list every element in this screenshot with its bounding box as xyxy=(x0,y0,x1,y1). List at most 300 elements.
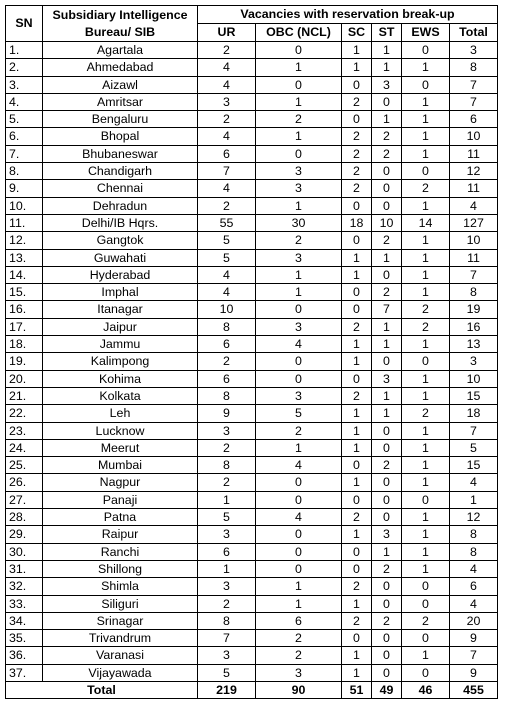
vacancy-table xyxy=(5,5,498,699)
st-cell: 0 xyxy=(372,163,402,180)
ews-cell: 1 xyxy=(402,526,450,543)
obc-cell: 2 xyxy=(256,232,342,249)
ews-cell: 1 xyxy=(402,145,450,162)
sc-cell: 0 xyxy=(342,630,372,647)
obc-cell: 4 xyxy=(256,457,342,474)
total-cell: 7 xyxy=(450,93,498,110)
sc-cell: 18 xyxy=(342,214,372,231)
bureau-cell: Itanagar xyxy=(43,301,198,318)
ur-cell: 2 xyxy=(198,42,256,59)
st-cell: 3 xyxy=(372,526,402,543)
obc-cell: 3 xyxy=(256,664,342,681)
total-cell: 4 xyxy=(450,474,498,491)
st-cell: 1 xyxy=(372,543,402,560)
st-cell: 0 xyxy=(372,180,402,197)
sn-cell: 1. xyxy=(6,42,43,59)
table-row xyxy=(6,578,498,595)
vacancy-table-container xyxy=(5,5,498,699)
ur-cell: 2 xyxy=(198,595,256,612)
table-row xyxy=(6,491,498,508)
bureau-cell: Trivandrum xyxy=(43,630,198,647)
st-cell: 1 xyxy=(372,59,402,76)
st-cell: 1 xyxy=(372,111,402,128)
obc-cell: 0 xyxy=(256,370,342,387)
st-cell: 1 xyxy=(372,336,402,353)
ur-cell: 5 xyxy=(198,249,256,266)
table-row xyxy=(6,111,498,128)
table-row xyxy=(6,509,498,526)
obc-cell: 1 xyxy=(256,439,342,456)
sn-cell: 25. xyxy=(6,457,43,474)
total-cell: 8 xyxy=(450,543,498,560)
sn-cell: 29. xyxy=(6,526,43,543)
bureau-cell: Bhopal xyxy=(43,128,198,145)
table-row xyxy=(6,647,498,664)
sn-cell: 27. xyxy=(6,491,43,508)
ews-cell: 2 xyxy=(402,180,450,197)
obc-cell: 2 xyxy=(256,111,342,128)
ur-cell: 1 xyxy=(198,491,256,508)
obc-cell: 6 xyxy=(256,612,342,629)
table-row xyxy=(6,422,498,439)
total-ur-cell: 219 xyxy=(198,681,256,698)
total-cell: 7 xyxy=(450,266,498,283)
st-cell: 0 xyxy=(372,491,402,508)
ur-cell: 5 xyxy=(198,509,256,526)
ur-cell: 7 xyxy=(198,163,256,180)
ews-cell: 14 xyxy=(402,214,450,231)
bureau-cell: Jammu xyxy=(43,336,198,353)
sn-cell: 17. xyxy=(6,318,43,335)
sc-cell: 0 xyxy=(342,370,372,387)
table-row xyxy=(6,405,498,422)
sc-cell: 1 xyxy=(342,353,372,370)
sc-cell: 1 xyxy=(342,664,372,681)
ur-cell: 2 xyxy=(198,439,256,456)
bureau-cell: Imphal xyxy=(43,284,198,301)
table-row xyxy=(6,370,498,387)
sn-cell: 12. xyxy=(6,232,43,249)
obc-cell: 4 xyxy=(256,509,342,526)
bureau-cell: Bhubaneswar xyxy=(43,145,198,162)
ur-cell: 8 xyxy=(198,612,256,629)
table-row xyxy=(6,560,498,577)
st-cell: 0 xyxy=(372,664,402,681)
total-cell: 4 xyxy=(450,560,498,577)
sc-cell: 2 xyxy=(342,128,372,145)
st-cell: 2 xyxy=(372,128,402,145)
st-cell: 0 xyxy=(372,93,402,110)
ur-cell: 5 xyxy=(198,664,256,681)
table-row xyxy=(6,353,498,370)
total-cell: 10 xyxy=(450,128,498,145)
ews-cell: 1 xyxy=(402,232,450,249)
total-cell: 8 xyxy=(450,284,498,301)
total-cell: 10 xyxy=(450,370,498,387)
ews-cell: 1 xyxy=(402,439,450,456)
total-ews-cell: 46 xyxy=(402,681,450,698)
ur-cell: 4 xyxy=(198,59,256,76)
ews-cell: 0 xyxy=(402,630,450,647)
table-row xyxy=(6,543,498,560)
sn-cell: 5. xyxy=(6,111,43,128)
bureau-cell: Mumbai xyxy=(43,457,198,474)
bureau-cell: Aizawl xyxy=(43,76,198,93)
sc-cell: 2 xyxy=(342,163,372,180)
sn-cell: 21. xyxy=(6,387,43,404)
sc-cell: 1 xyxy=(342,439,372,456)
total-cell: 7 xyxy=(450,76,498,93)
total-cell: 1 xyxy=(450,491,498,508)
column-header-total: Total xyxy=(450,24,498,42)
total-cell: 19 xyxy=(450,301,498,318)
total-row xyxy=(6,681,498,698)
ur-cell: 2 xyxy=(198,474,256,491)
obc-cell: 3 xyxy=(256,163,342,180)
bureau-cell: Chennai xyxy=(43,180,198,197)
table-row xyxy=(6,93,498,110)
obc-cell: 2 xyxy=(256,630,342,647)
bureau-cell: Chandigarh xyxy=(43,163,198,180)
ur-cell: 5 xyxy=(198,232,256,249)
st-cell: 2 xyxy=(372,560,402,577)
bureau-cell: Leh xyxy=(43,405,198,422)
sn-cell: 18. xyxy=(6,336,43,353)
ur-cell: 2 xyxy=(198,197,256,214)
ews-cell: 1 xyxy=(402,249,450,266)
total-sc-cell: 51 xyxy=(342,681,372,698)
st-cell: 0 xyxy=(372,578,402,595)
sn-cell: 4. xyxy=(6,93,43,110)
ur-cell: 6 xyxy=(198,145,256,162)
ur-cell: 6 xyxy=(198,336,256,353)
total-cell: 12 xyxy=(450,163,498,180)
bureau-cell: Meerut xyxy=(43,439,198,456)
st-cell: 1 xyxy=(372,387,402,404)
obc-cell: 0 xyxy=(256,474,342,491)
total-cell: 3 xyxy=(450,353,498,370)
column-header-ews: EWS xyxy=(402,24,450,42)
total-cell: 16 xyxy=(450,318,498,335)
column-header-ur: UR xyxy=(198,24,256,42)
ews-cell: 1 xyxy=(402,474,450,491)
st-cell: 1 xyxy=(372,42,402,59)
bureau-cell: Hyderabad xyxy=(43,266,198,283)
st-cell: 7 xyxy=(372,301,402,318)
sn-cell: 9. xyxy=(6,180,43,197)
total-cell: 8 xyxy=(450,526,498,543)
sn-cell: 23. xyxy=(6,422,43,439)
total-cell: 11 xyxy=(450,145,498,162)
obc-cell: 1 xyxy=(256,59,342,76)
ur-cell: 4 xyxy=(198,180,256,197)
sn-cell: 32. xyxy=(6,578,43,595)
ews-cell: 1 xyxy=(402,284,450,301)
obc-cell: 0 xyxy=(256,76,342,93)
ur-cell: 2 xyxy=(198,111,256,128)
table-row xyxy=(6,318,498,335)
ews-cell: 1 xyxy=(402,111,450,128)
total-cell: 10 xyxy=(450,232,498,249)
st-cell: 0 xyxy=(372,266,402,283)
sn-cell: 35. xyxy=(6,630,43,647)
st-cell: 10 xyxy=(372,214,402,231)
ews-cell: 0 xyxy=(402,42,450,59)
bureau-header-line2: Bureau/ SIB xyxy=(84,24,156,39)
ur-cell: 4 xyxy=(198,128,256,145)
table-body xyxy=(6,42,498,699)
bureau-cell: Lucknow xyxy=(43,422,198,439)
total-cell: 15 xyxy=(450,387,498,404)
column-header-sc: SC xyxy=(342,24,372,42)
table-row xyxy=(6,180,498,197)
bureau-cell: Vijayawada xyxy=(43,664,198,681)
sc-cell: 1 xyxy=(342,266,372,283)
sc-cell: 0 xyxy=(342,111,372,128)
obc-cell: 4 xyxy=(256,336,342,353)
st-cell: 2 xyxy=(372,612,402,629)
obc-cell: 0 xyxy=(256,42,342,59)
ews-cell: 2 xyxy=(402,301,450,318)
total-cell: 11 xyxy=(450,249,498,266)
st-cell: 2 xyxy=(372,145,402,162)
ur-cell: 3 xyxy=(198,93,256,110)
ews-cell: 1 xyxy=(402,387,450,404)
sn-cell: 36. xyxy=(6,647,43,664)
ur-cell: 6 xyxy=(198,543,256,560)
table-row xyxy=(6,474,498,491)
sn-cell: 28. xyxy=(6,509,43,526)
table-row xyxy=(6,457,498,474)
obc-cell: 1 xyxy=(256,595,342,612)
bureau-cell: Patna xyxy=(43,509,198,526)
sc-cell: 0 xyxy=(342,491,372,508)
ews-cell: 0 xyxy=(402,578,450,595)
ur-cell: 8 xyxy=(198,318,256,335)
ur-cell: 55 xyxy=(198,214,256,231)
bureau-cell: Dehradun xyxy=(43,197,198,214)
bureau-cell: Kolkata xyxy=(43,387,198,404)
sc-cell: 0 xyxy=(342,197,372,214)
ur-cell: 10 xyxy=(198,301,256,318)
total-cell: 15 xyxy=(450,457,498,474)
sc-cell: 0 xyxy=(342,301,372,318)
ews-cell: 1 xyxy=(402,509,450,526)
sc-cell: 1 xyxy=(342,42,372,59)
total-obc-cell: 90 xyxy=(256,681,342,698)
ews-cell: 1 xyxy=(402,59,450,76)
total-label: Total xyxy=(6,681,198,698)
obc-cell: 0 xyxy=(256,491,342,508)
sn-cell: 26. xyxy=(6,474,43,491)
sc-cell: 1 xyxy=(342,336,372,353)
ews-cell: 1 xyxy=(402,560,450,577)
bureau-header-line1: Subsidiary Intelligence xyxy=(52,7,188,22)
table-row xyxy=(6,612,498,629)
ur-cell: 4 xyxy=(198,76,256,93)
total-cell: 13 xyxy=(450,336,498,353)
sn-cell: 2. xyxy=(6,59,43,76)
ews-cell: 0 xyxy=(402,353,450,370)
bureau-cell: Amritsar xyxy=(43,93,198,110)
obc-cell: 1 xyxy=(256,128,342,145)
obc-cell: 0 xyxy=(256,560,342,577)
ur-cell: 4 xyxy=(198,266,256,283)
st-cell: 0 xyxy=(372,595,402,612)
ews-cell: 0 xyxy=(402,664,450,681)
header-row-top xyxy=(6,6,498,24)
table-row xyxy=(6,266,498,283)
table-row xyxy=(6,387,498,404)
sn-cell: 7. xyxy=(6,145,43,162)
obc-cell: 5 xyxy=(256,405,342,422)
obc-cell: 30 xyxy=(256,214,342,231)
total-cell: 11 xyxy=(450,180,498,197)
sc-cell: 2 xyxy=(342,578,372,595)
table-row xyxy=(6,128,498,145)
sn-cell: 33. xyxy=(6,595,43,612)
st-cell: 1 xyxy=(372,405,402,422)
sn-cell: 19. xyxy=(6,353,43,370)
bureau-cell: Srinagar xyxy=(43,612,198,629)
table-row xyxy=(6,249,498,266)
ur-cell: 1 xyxy=(198,560,256,577)
ews-cell: 1 xyxy=(402,543,450,560)
ews-cell: 1 xyxy=(402,93,450,110)
table-row xyxy=(6,214,498,231)
sn-cell: 8. xyxy=(6,163,43,180)
sc-cell: 2 xyxy=(342,612,372,629)
total-cell: 9 xyxy=(450,664,498,681)
ews-cell: 1 xyxy=(402,422,450,439)
sc-cell: 1 xyxy=(342,405,372,422)
sc-cell: 2 xyxy=(342,387,372,404)
ur-cell: 8 xyxy=(198,457,256,474)
sc-cell: 1 xyxy=(342,526,372,543)
sc-cell: 0 xyxy=(342,232,372,249)
st-cell: 0 xyxy=(372,474,402,491)
ur-cell: 6 xyxy=(198,370,256,387)
ur-cell: 7 xyxy=(198,630,256,647)
sc-cell: 0 xyxy=(342,560,372,577)
bureau-cell: Varanasi xyxy=(43,647,198,664)
table-row xyxy=(6,595,498,612)
sn-cell: 6. xyxy=(6,128,43,145)
total-st-cell: 49 xyxy=(372,681,402,698)
total-cell: 18 xyxy=(450,405,498,422)
sn-cell: 22. xyxy=(6,405,43,422)
st-cell: 1 xyxy=(372,318,402,335)
bureau-cell: Kalimpong xyxy=(43,353,198,370)
st-cell: 2 xyxy=(372,457,402,474)
obc-cell: 1 xyxy=(256,197,342,214)
ews-cell: 0 xyxy=(402,163,450,180)
table-row xyxy=(6,301,498,318)
ews-cell: 1 xyxy=(402,197,450,214)
sc-cell: 1 xyxy=(342,595,372,612)
sc-cell: 2 xyxy=(342,180,372,197)
st-cell: 3 xyxy=(372,76,402,93)
table-row xyxy=(6,59,498,76)
ews-cell: 1 xyxy=(402,647,450,664)
st-cell: 2 xyxy=(372,232,402,249)
ews-cell: 0 xyxy=(402,76,450,93)
sc-cell: 0 xyxy=(342,76,372,93)
total-cell: 7 xyxy=(450,422,498,439)
sn-cell: 3. xyxy=(6,76,43,93)
column-header-obc: OBC (NCL) xyxy=(256,24,342,42)
st-cell: 3 xyxy=(372,370,402,387)
bureau-cell: Kohima xyxy=(43,370,198,387)
ews-cell: 2 xyxy=(402,318,450,335)
obc-cell: 1 xyxy=(256,578,342,595)
table-row xyxy=(6,439,498,456)
total-cell: 9 xyxy=(450,630,498,647)
sn-cell: 16. xyxy=(6,301,43,318)
sn-cell: 15. xyxy=(6,284,43,301)
bureau-cell: Siliguri xyxy=(43,595,198,612)
total-total-cell: 455 xyxy=(450,681,498,698)
table-row xyxy=(6,630,498,647)
sn-cell: 13. xyxy=(6,249,43,266)
sc-cell: 1 xyxy=(342,647,372,664)
st-cell: 0 xyxy=(372,422,402,439)
ews-cell: 1 xyxy=(402,266,450,283)
st-cell: 0 xyxy=(372,647,402,664)
sc-cell: 1 xyxy=(342,474,372,491)
obc-cell: 3 xyxy=(256,180,342,197)
ur-cell: 3 xyxy=(198,526,256,543)
sn-cell: 37. xyxy=(6,664,43,681)
ews-cell: 0 xyxy=(402,491,450,508)
total-cell: 20 xyxy=(450,612,498,629)
sc-cell: 1 xyxy=(342,59,372,76)
obc-cell: 0 xyxy=(256,145,342,162)
ur-cell: 3 xyxy=(198,578,256,595)
sn-cell: 20. xyxy=(6,370,43,387)
table-row xyxy=(6,336,498,353)
sc-cell: 2 xyxy=(342,145,372,162)
ews-cell: 1 xyxy=(402,370,450,387)
ur-cell: 3 xyxy=(198,647,256,664)
ur-cell: 4 xyxy=(198,284,256,301)
sc-cell: 2 xyxy=(342,93,372,110)
sc-cell: 0 xyxy=(342,284,372,301)
sn-header: SN xyxy=(6,6,43,42)
ews-cell: 1 xyxy=(402,128,450,145)
st-cell: 0 xyxy=(372,630,402,647)
total-cell: 3 xyxy=(450,42,498,59)
obc-cell: 2 xyxy=(256,647,342,664)
sn-cell: 30. xyxy=(6,543,43,560)
table-row xyxy=(6,232,498,249)
bureau-cell: Jaipur xyxy=(43,318,198,335)
bureau-cell: Guwahati xyxy=(43,249,198,266)
bureau-cell: Ahmedabad xyxy=(43,59,198,76)
obc-cell: 0 xyxy=(256,353,342,370)
ur-cell: 3 xyxy=(198,422,256,439)
ews-cell: 1 xyxy=(402,457,450,474)
table-row xyxy=(6,163,498,180)
table-row xyxy=(6,76,498,93)
total-cell: 6 xyxy=(450,578,498,595)
sn-cell: 11. xyxy=(6,214,43,231)
sn-cell: 31. xyxy=(6,560,43,577)
st-cell: 0 xyxy=(372,353,402,370)
ur-cell: 2 xyxy=(198,353,256,370)
sn-cell: 10. xyxy=(6,197,43,214)
sc-cell: 2 xyxy=(342,318,372,335)
